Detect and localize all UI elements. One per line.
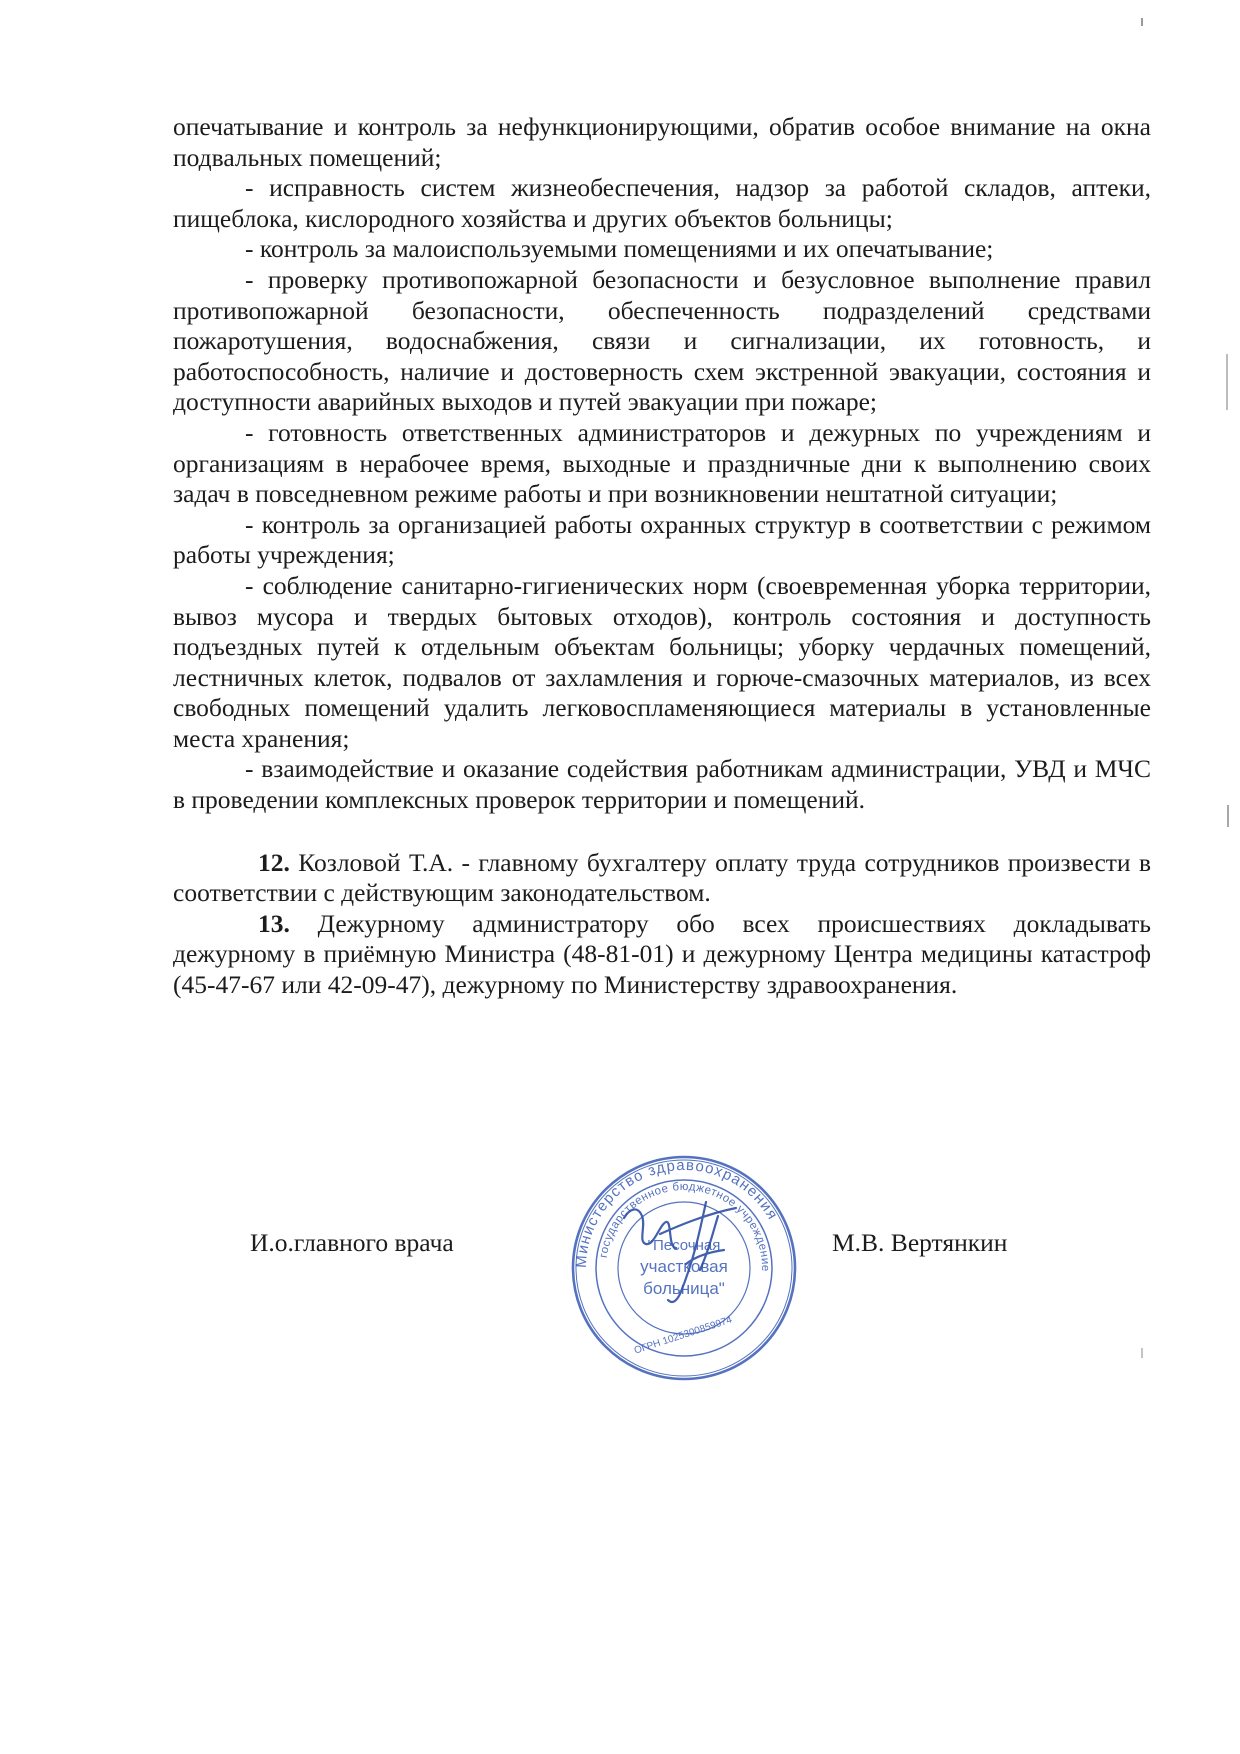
list-item: - исправность систем жизнеобеспечения, надзор за работой складов, аптеки, пищеблока, кислородного хозяйства и других объектов больницы; <box>173 173 1151 233</box>
official-seal <box>568 1152 800 1384</box>
clause-text: Козловой Т.А. - главному бухгалтеру оплату труда сотрудников произвести в соответствии с действующим законодательством. <box>173 847 1152 908</box>
scan-artifact <box>1226 354 1228 410</box>
list-item: - контроль за организацией работы охранных структур в соответствии с режимом работы учреждения; <box>173 509 1151 570</box>
scan-artifact <box>1141 1348 1143 1358</box>
clause-13 <box>173 909 1151 1001</box>
continuation-paragraph: опечатывание и контроль за нефункционирующими, обратив особое внимание на окна подвальных помещений; <box>173 112 1151 172</box>
clause-number: 13. <box>258 908 290 938</box>
seal-outer-ring-text: Министерство здравоохранения <box>572 1156 782 1269</box>
document-body <box>173 112 1151 1001</box>
scan-artifact <box>1141 18 1143 26</box>
list-item: - проверку противопожарной безопасности и безусловное выполнение правил противопожарной безопасности, обеспеченность подразделений средствами пожаротушения, водоснабжения, связи и сигнализации, их готовность, и работоспособность, наличие и достоверность схем экстренной эвакуации, состояния и доступности аварийных выходов и путей эвакуации при пожаре; <box>173 264 1151 417</box>
clause-12 <box>173 848 1151 909</box>
seal-center-line: "Песочная <box>647 1237 721 1254</box>
list-item: - контроль за малоиспользуемыми помещениями и их опечатывание; <box>245 234 994 264</box>
spacer <box>173 816 1151 848</box>
clause-number: 12. <box>258 847 290 877</box>
scan-artifact <box>1227 805 1229 827</box>
clause-text: Дежурному администратору обо всех происшествиях докладывать дежурному в приёмную Министра (48-81-01) и дежурному Центра медицины катастроф (45-47-67 или 42-09-47), дежурному по Министерству здравоохранения. <box>173 908 1151 1000</box>
list-item: - готовность ответственных администраторов и дежурных по учреждениям и организациям в нерабочее время, выходные и праздничные дни к выполнению своих задач в повседневном режиме работы и при возникновении нештатной ситуации; <box>173 417 1151 509</box>
seal-center-line: участковая <box>640 1257 728 1276</box>
list-item: - соблюдение санитарно-гигиенических норм (своевременная уборка территории, вывоз мусора и твердых бытовых отходов), контроль состояния и доступность подъездных путей к отдельным объектам больницы; уборку чердачных помещений, лестничных клеток, подвалов от захламления и горюче-смазочных материалов, из всех свободных помещений удалить легковоспламеняющиеся материалы в установленные места хранения; <box>173 570 1151 753</box>
seal-center-line: больница" <box>643 1279 725 1298</box>
seal-ogrn: ОГРН 1025300859974 <box>632 1314 734 1357</box>
signatory-name: М.В. Вертянкин <box>832 1228 1008 1257</box>
seal-inner-ring-text: государственное бюджетное учреждение <box>597 1180 772 1272</box>
signatory-position: И.о.главного врача <box>250 1228 454 1257</box>
list-item: - взаимодействие и оказание содействия работникам администрации, УВД и МЧС в проведении комплексных проверок территории и помещений. <box>173 754 1151 815</box>
